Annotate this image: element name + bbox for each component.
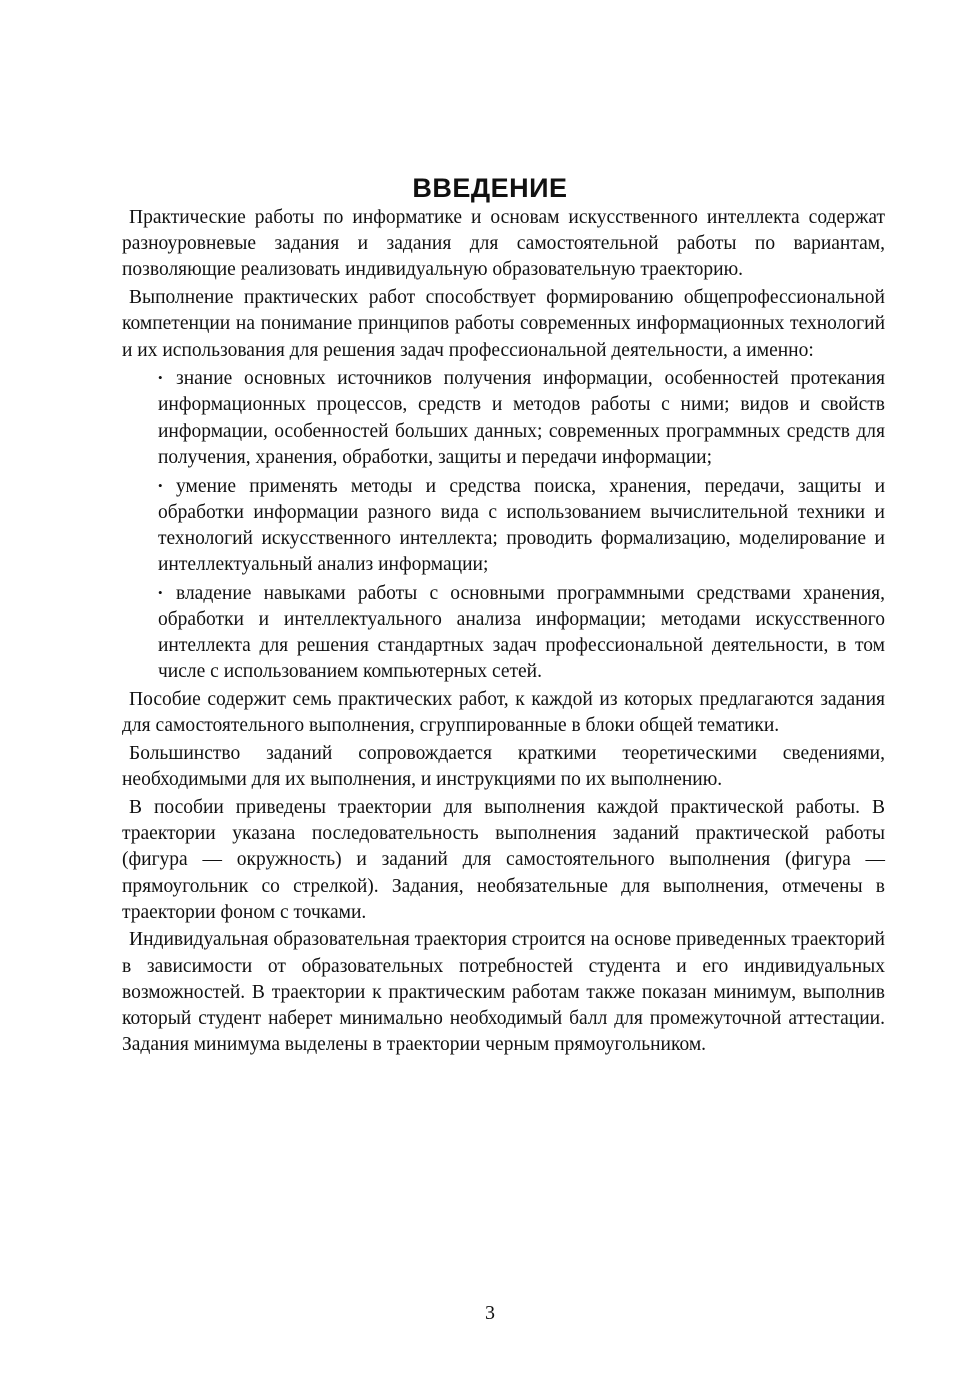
bullet-item-text: владение навыками работы с основными программными средствами хранения, обработки и интеллектуального анализа информации; методами искусственного интеллекта для решения стандартных задач профессиональной деятельности, в том числе с использованием компьютерных сетей.: [158, 582, 885, 683]
paragraph-4: Большинство заданий сопровождается краткими теоретическими сведениями, необходимыми для их выполнения, и инструкциями по их выполнению.: [122, 743, 885, 791]
paragraph-2: Выполнение практических работ способствует формированию общепрофессиональной компетенции на понимание принципов работы современных информационных технологий и их использования для решения задач профессиональной деятельности, а именно:: [122, 287, 885, 361]
bullet-list: [122, 365, 885, 685]
body-text: [122, 205, 885, 1060]
paragraph-1: Практические работы по информатике и основам искусственного интеллекта содержат разноуровневые задания и задания для самостоятельной работы по вариантам, позволяющие реализовать индивидуальную образовательную траекторию.: [122, 207, 885, 281]
paragraph-3: Пособие содержит семь практических работ, к каждой из которых предлагаются задания для самостоятельного выполнения, сгруппированные в блоки общей тематики.: [122, 689, 885, 737]
page-title: ВВЕДЕНИЕ: [412, 173, 568, 204]
bullet-item-text: умение применять методы и средства поиска, хранения, передачи, защиты и обработки информации разного вида с использованием вычислительной техники и технологий искусственного интеллекта; проводить формализацию, моделирование и интеллектуальный анализ информации;: [158, 475, 885, 576]
bullet-icon: •: [158, 584, 163, 600]
paragraph-6: Индивидуальная образовательная траектория строится на основе приведенных траекторий в зависимости от образовательных потребностей студента и его индивидуальных возможностей. В траектории к практическим работам также показан минимум, выполнив который студент наберет минимально необходимый балл для промежуточной аттестации. Задания минимума выделены в траектории черным прямоугольником.: [122, 929, 885, 1056]
page-number: 3: [485, 1302, 495, 1324]
bullet-icon: •: [158, 477, 163, 493]
bullet-item: [158, 365, 885, 471]
bullet-icon: •: [158, 370, 163, 386]
paragraph-5: В пособии приведены траектории для выполнения каждой практической работы. В траектории указана последовательность выполнения заданий практической работы (фигура — окружность) и заданий для самостоятельного выполнения (фигура — прямоугольник со стрелкой). Задания, необязательные для выполнения, отмечены в траектории фоном с точками.: [122, 796, 885, 923]
bullet-item: [158, 473, 885, 579]
bullet-item-text: знание основных источников получения информации, особенностей протекания информационных процессов, средств и методов работы с ними; видов и свойств информации, особенностей больших данных; современных программных средств для получения, хранения, обработки, защиты и передачи информации;: [158, 368, 885, 468]
bullet-item: [158, 580, 885, 686]
